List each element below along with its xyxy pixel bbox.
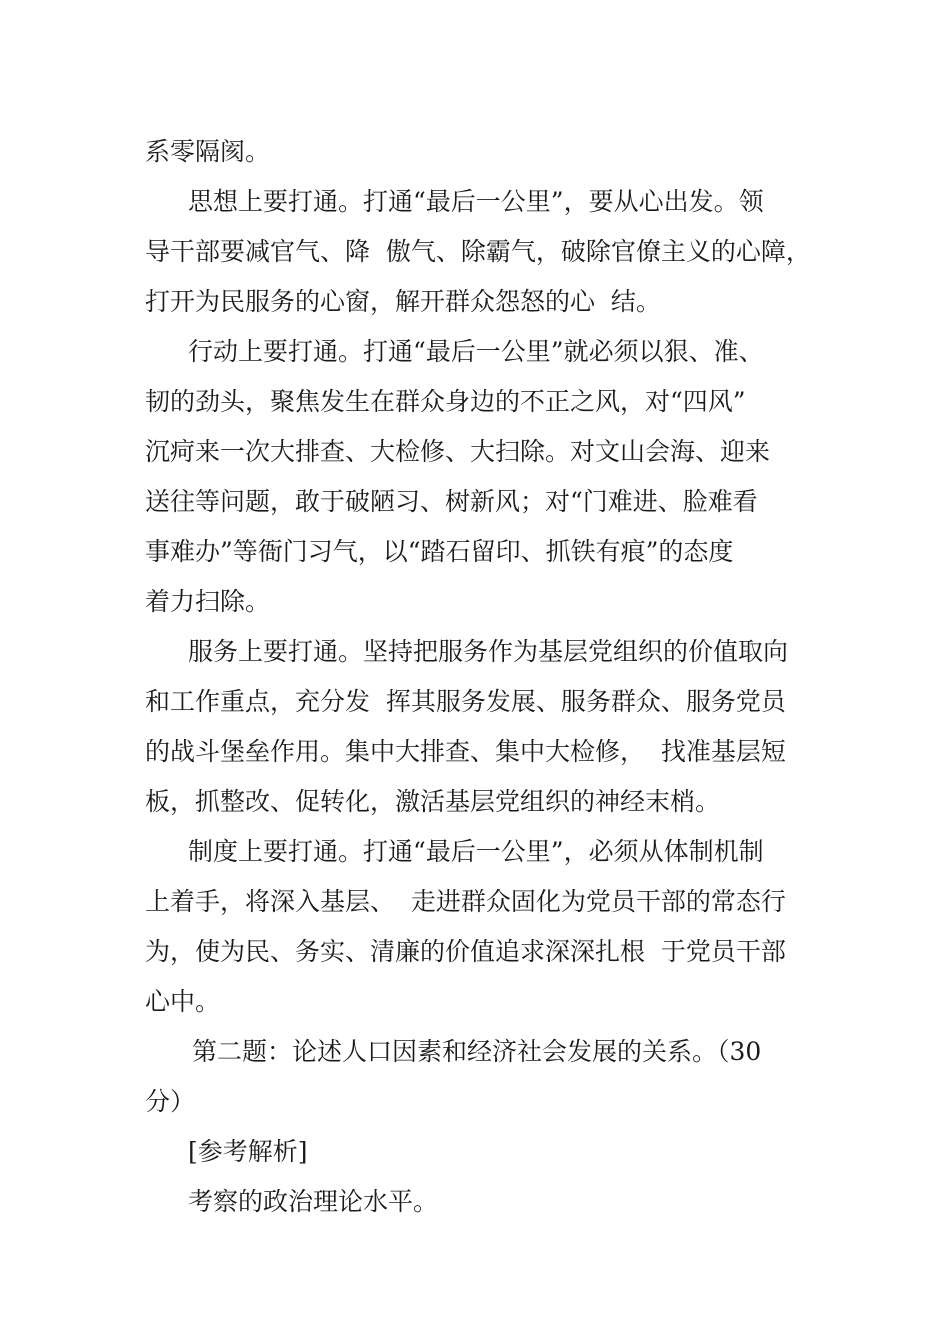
text-line: 着力扫除。 — [145, 587, 271, 616]
text-line: 系零隔阂。 — [145, 137, 271, 166]
question-line: 第二题：论述人口因素和经济社会发展的关系。（30 — [192, 1037, 762, 1066]
paragraph-start-line: 制度上要打通。打通“最后一公里”，必须从体制机制 — [188, 837, 764, 866]
text-line: 和工作重点，充分发 挥其服务发展、服务群众、服务党员 — [145, 687, 786, 716]
text-line: 导干部要减官气、降 傲气、除霸气，破除官僚主义的心障， — [145, 237, 811, 266]
paragraph-start-line: 考察的政治理论水平。 — [188, 1187, 439, 1216]
paragraph-start-line: 服务上要打通。坚持把服务作为基层党组织的价值取向 — [188, 637, 789, 666]
text-line: 板，抓整改、促转化，激活基层党组织的神经末梢。 — [145, 787, 721, 816]
text-line: 事难办”等衙门习气，以“踏石留印、抓铁有痕”的态度 — [145, 537, 734, 566]
paragraph-start-line: 行动上要打通。打通“最后一公里”就必须以狠、准、 — [188, 337, 764, 366]
text-line: 分） — [145, 1087, 196, 1116]
text-line: 韧的劲头，聚焦发生在群众身边的不正之风，对“四风” — [145, 387, 746, 416]
reference-heading: [参考解析] — [188, 1137, 308, 1166]
text-line: 的战斗堡垒作用。集中大排查、集中大检修， 找准基层短 — [145, 737, 786, 766]
text-line: 送往等问题，敢于破陋习、树新风；对“门难进、脸难看 — [145, 487, 758, 516]
text-line: 沉疴来一次大排查、大检修、大扫除。对文山会海、迎来 — [145, 437, 771, 466]
text-line: 上着手，将深入基层、 走进群众固化为党员干部的常态行 — [145, 887, 786, 916]
text-line: 为，使为民、务实、清廉的价值追求深深扎根 于党员干部 — [145, 937, 786, 966]
paragraph-start-line: 思想上要打通。打通“最后一公里”，要从心出发。领 — [188, 187, 764, 216]
text-line: 打开为民服务的心窗，解开群众怨怒的心 结。 — [145, 287, 661, 316]
text-line: 心中。 — [145, 987, 221, 1016]
